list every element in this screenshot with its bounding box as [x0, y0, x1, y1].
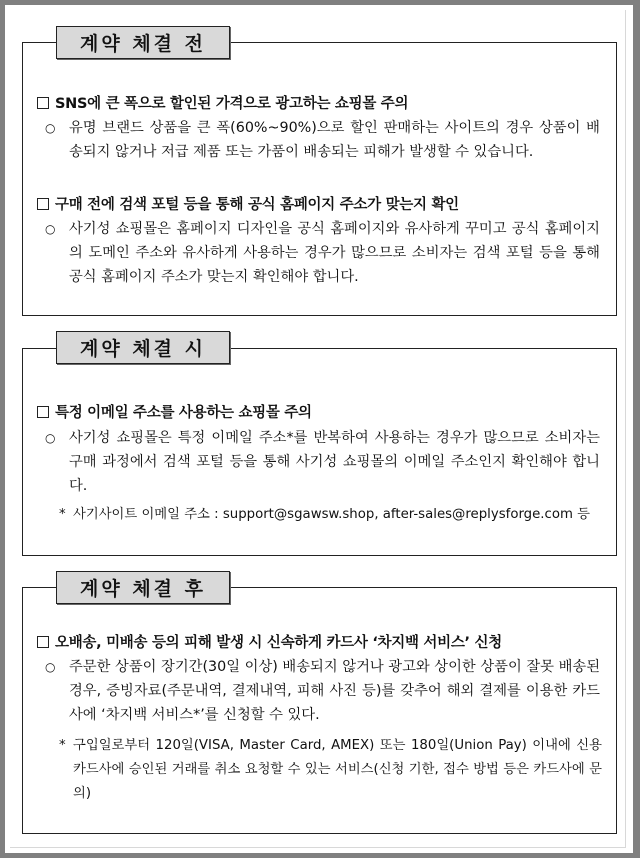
- bullet-item: [45, 217, 600, 289]
- section-during-contract: [22, 348, 617, 556]
- footnote: [59, 734, 602, 806]
- footnote-text: 구입일로부터 120일(VISA, Master Card, AMEX) 또는 180일(Union Pay) 이내에 신용카드사에 승인된 거래를 취소 요청할 수 있는 서비스(신청 기한, 접수 방법 등은 카드사에 문의): [73, 738, 602, 801]
- circle-bullet-icon: ○: [45, 222, 56, 236]
- bullet-item: [45, 655, 600, 727]
- circle-bullet-icon: ○: [45, 431, 56, 445]
- heading-text: 구매 전에 검색 포털 등을 통해 공식 홈페이지 주소가 맞는지 확인: [55, 197, 459, 213]
- section-after-contract: [22, 587, 617, 834]
- checkbox-square-icon: [37, 406, 49, 418]
- section-heading: [37, 92, 408, 113]
- section-label-before-contract: 계약 체결 전: [56, 26, 230, 59]
- bullet-text: 사기성 쇼핑몰은 홈페이지 디자인을 공식 홈페이지와 유사하게 꾸미고 공식 홈페이지의 도메인 주소와 유사하게 사용하는 경우가 많으므로 소비자는 검색 포털 등을 통해 공식 홈페이지 주소가 맞는지 확인해야 합니다.: [69, 221, 600, 285]
- footnote: [59, 503, 602, 527]
- checkbox-square-icon: [37, 198, 49, 210]
- section-heading: [37, 401, 312, 422]
- bullet-text: 주문한 상품이 장기간(30일 이상) 배송되지 않거나 광고와 상이한 상품이 잘못 배송된 경우, 증빙자료(주문내역, 결제내역, 피해 사진 등)를 갖추어 해외 결제를 이용한 카드사에 ‘차지백 서비스*’를 신청할 수 있다.: [69, 659, 600, 723]
- section-label-during-contract: 계약 체결 시: [56, 331, 230, 364]
- section-heading: [37, 631, 502, 652]
- heading-text: SNS에 큰 폭으로 할인된 가격으로 광고하는 쇼핑몰 주의: [55, 96, 409, 112]
- asterisk-icon: *: [59, 738, 66, 753]
- section-before-contract: [22, 42, 617, 316]
- checkbox-square-icon: [37, 636, 49, 648]
- section-heading: [37, 193, 459, 214]
- bullet-item: [45, 116, 600, 164]
- circle-bullet-icon: ○: [45, 121, 56, 135]
- footnote-text: 사기사이트 이메일 주소 : support@sgawsw.shop, after-sales@replysforge.com 등: [73, 507, 590, 522]
- bullet-text: 유명 브랜드 상품을 큰 폭(60%~90%)으로 할인 판매하는 사이트의 경우 상품이 배송되지 않거나 저급 제품 또는 가품이 배송되는 피해가 발생할 수 있습니다.: [69, 120, 600, 160]
- section-label-after-contract: 계약 체결 후: [56, 571, 230, 604]
- bullet-item: [45, 426, 600, 498]
- bullet-text: 사기성 쇼핑몰은 특정 이메일 주소*를 반복하여 사용하는 경우가 많으므로 소비자는 구매 과정에서 검색 포털 등을 통해 사기성 쇼핑몰의 이메일 주소인지 확인해야 합니다.: [69, 430, 600, 494]
- circle-bullet-icon: ○: [45, 660, 56, 674]
- checkbox-square-icon: [37, 97, 49, 109]
- asterisk-icon: *: [59, 507, 66, 522]
- heading-text: 특정 이메일 주소를 사용하는 쇼핑몰 주의: [55, 405, 312, 421]
- heading-text: 오배송, 미배송 등의 피해 발생 시 신속하게 카드사 ‘차지백 서비스’ 신청: [55, 635, 502, 651]
